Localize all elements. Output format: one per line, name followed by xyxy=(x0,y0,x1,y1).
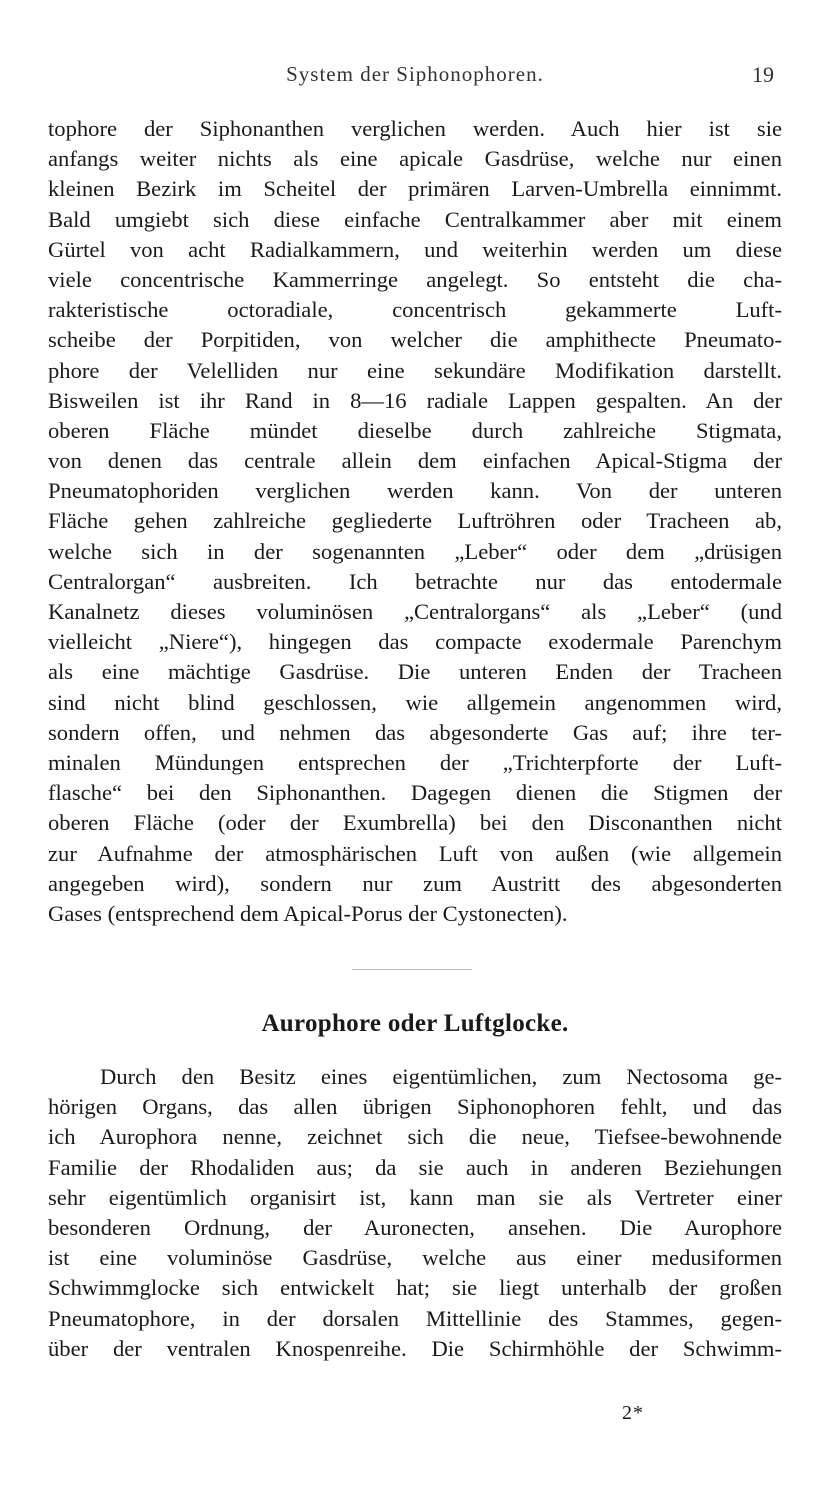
text-line: Schwimmglocke sich entwickelt hat; sie liegt unterhalb der großen xyxy=(48,1275,782,1301)
section-divider xyxy=(352,969,472,970)
text-line: ist eine voluminöse Gasdrüse, welche aus einer medusiformen xyxy=(48,1245,782,1271)
text-line: oberen Fläche mündet dieselbe durch zahlreiche Stigmata, xyxy=(48,417,782,443)
text-line: sondern offen, und nehmen das abgesonderte Gas auf; ihre ter- xyxy=(48,719,782,745)
text-line: sehr eigentümlich organisirt ist, kann man sie als Vertreter einer xyxy=(48,1184,782,1210)
text-line: Pneumatophore, in der dorsalen Mittellinie des Stammes, gegen- xyxy=(48,1305,782,1331)
page-header xyxy=(48,62,782,92)
text-line: Gases (entsprechend dem Apical-Porus der Cystonecten). xyxy=(48,900,568,926)
text-line: Pneumatophoriden verglichen werden kann. Von der unteren xyxy=(48,478,782,504)
text-line: welche sich in der sogenannten „Leber“ oder dem „drüsigen xyxy=(48,538,782,564)
text-line: Gürtel von acht Radialkammern, und weiterhin werden um diese xyxy=(48,236,782,262)
text-line: Familie der Rhodaliden aus; da sie auch in anderen Beziehungen xyxy=(48,1154,782,1180)
text-line: von denen das centrale allein dem einfachen Apical-Stigma der xyxy=(48,448,782,474)
running-head: System der Siphonophoren. xyxy=(286,62,544,86)
text-line: viele concentrische Kammerringe angelegt. So entsteht die cha- xyxy=(48,266,782,292)
text-line: vielleicht „Niere“), hingegen das compacte exodermale Parenchym xyxy=(48,629,782,655)
page-number: 19 xyxy=(752,62,774,87)
text-line: minalen Mündungen entsprechen der „Trichterpforte der Luft- xyxy=(48,749,782,775)
text-line: rakteristische octoradiale, concentrisch gekammerte Luft- xyxy=(48,297,782,323)
text-line: über der ventralen Knospenreihe. Die Schirmhöhle der Schwimm- xyxy=(48,1335,782,1361)
text-line: Kanalnetz dieses voluminösen „Centralorgans“ als „Leber“ (und xyxy=(48,599,782,624)
text-line: tophore der Siphonanthen verglichen werden. Auch hier ist sie xyxy=(48,116,782,141)
text-line: scheibe der Porpitiden, von welcher die amphithecte Pneumato- xyxy=(48,327,782,353)
paragraph-pneumatophore xyxy=(48,114,782,929)
paragraph-aurophore xyxy=(48,1062,782,1364)
text-line: ich Aurophora nenne, zeichnet sich die neue, Tiefsee-bewohnende xyxy=(48,1124,782,1150)
text-line: Bald umgiebt sich diese einfache Centralkammer aber mit einem xyxy=(48,206,782,232)
signature-mark: 2* xyxy=(622,1402,644,1424)
text-line: Centralorgan“ ausbreiten. Ich betrachte nur das entodermale xyxy=(48,568,782,594)
text-line: oberen Fläche (oder der Exumbrella) bei den Disconanthen nicht xyxy=(48,810,782,836)
text-line: flasche“ bei den Siphonanthen. Dagegen dienen die Stigmen der xyxy=(48,780,782,806)
text-line: zur Aufnahme der atmosphärischen Luft von außen (wie allgemein xyxy=(48,840,782,866)
text-line: kleinen Bezirk im Scheitel der primären Larven-Umbrella einnimmt. xyxy=(48,176,782,202)
text-line: hörigen Organs, das allen übrigen Siphonophoren fehlt, und das xyxy=(48,1094,782,1120)
text-line: anfangs weiter nichts als eine apicale Gasdrüse, welche nur einen xyxy=(48,146,782,172)
text-line: Fläche gehen zahlreiche gegliederte Luftröhren oder Tracheen ab, xyxy=(48,508,782,534)
text-line: angegeben wird), sondern nur zum Austritt des abgesonderten xyxy=(48,870,782,896)
section-heading: Aurophore oder Luftglocke. xyxy=(261,1010,569,1037)
text-line: Durch den Besitz eines eigentümlichen, zum Nectosoma ge- xyxy=(100,1064,782,1089)
text-line: besonderen Ordnung, der Auronecten, ansehen. Die Aurophore xyxy=(48,1214,782,1240)
text-line: als eine mächtige Gasdrüse. Die unteren Enden der Tracheen xyxy=(48,659,782,685)
text-line: phore der Velelliden nur eine sekundäre Modifikation darstellt. xyxy=(48,357,782,383)
text-line: Bisweilen ist ihr Rand in 8—16 radiale Lappen gespalten. An der xyxy=(48,387,782,413)
text-line: sind nicht blind geschlossen, wie allgemein angenommen wird, xyxy=(48,689,782,715)
